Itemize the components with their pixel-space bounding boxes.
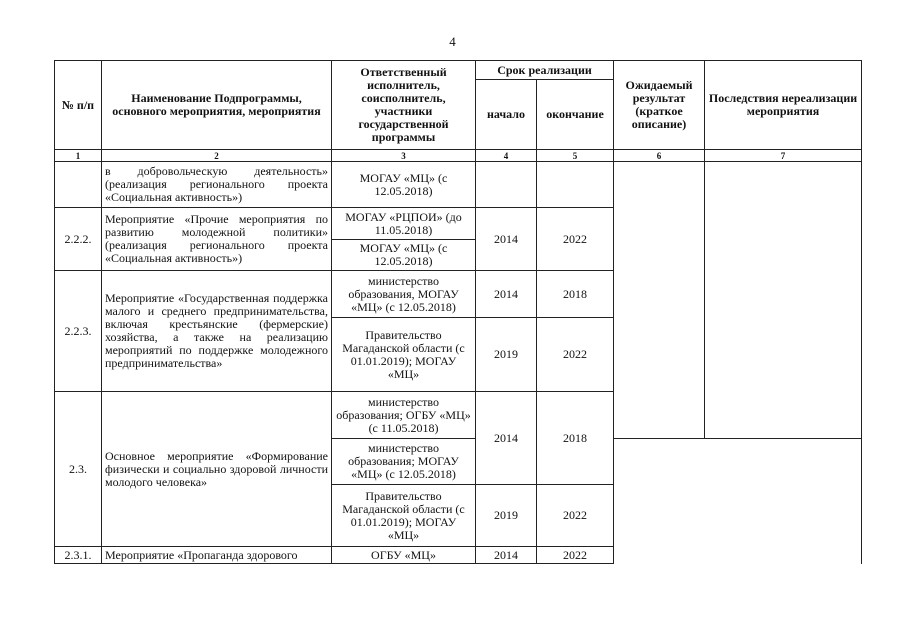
header-name: Наименование Подпрограммы, основного мероприятия, мероприятия bbox=[102, 61, 332, 150]
row-2-2-3-executor-a: министерство образования, МОГАУ «МЦ» (с 12.05.2018) bbox=[332, 271, 476, 318]
row-2-3-end-c: 2022 bbox=[537, 485, 614, 547]
row-2-2-3-start-a: 2014 bbox=[476, 271, 537, 318]
consequences-empty-block bbox=[705, 162, 862, 439]
row-2-3-start-c: 2019 bbox=[476, 485, 537, 547]
row-2-2-2-no: 2.2.2. bbox=[55, 208, 102, 271]
row-2-3-end-a: 2018 bbox=[537, 392, 614, 485]
header-no: № п/п bbox=[55, 61, 102, 150]
col-num-2: 2 bbox=[102, 150, 332, 162]
row-2-3-1-name: Мероприятие «Пропаганда здорового bbox=[102, 547, 332, 564]
row-2-2-3-end-a: 2018 bbox=[537, 271, 614, 318]
row-2-3-1-executor: ОГБУ «МЦ» bbox=[332, 547, 476, 564]
col-num-5: 5 bbox=[537, 150, 614, 162]
row-2-2-2-executor-a: МОГАУ «РЦПОИ» (до 11.05.2018) bbox=[332, 208, 476, 240]
header-result: Ожидаемый результат (краткое описание) bbox=[614, 61, 705, 150]
row-2-2-3-no: 2.2.3. bbox=[55, 271, 102, 392]
row-2-3-1-no: 2.3.1. bbox=[55, 547, 102, 564]
row-continued-executor: МОГАУ «МЦ» (с 12.05.2018) bbox=[332, 162, 476, 208]
row-2-3-name: Основное мероприятие «Формирование физически и социально здоровой личности молодого человека» bbox=[102, 392, 332, 547]
row-2-2-3-start-b: 2019 bbox=[476, 318, 537, 392]
header-consequences: Последствия нереализации мероприятия bbox=[705, 61, 862, 150]
row-2-2-2-start: 2014 bbox=[476, 208, 537, 271]
col-num-6: 6 bbox=[614, 150, 705, 162]
col-num-4: 4 bbox=[476, 150, 537, 162]
row-continued-start bbox=[476, 162, 537, 208]
row-2-3-1-start: 2014 bbox=[476, 547, 537, 564]
row-2-3-executor-a: министерство образования; ОГБУ «МЦ» (с 11.05.2018) bbox=[332, 392, 476, 439]
row-continued-no bbox=[55, 162, 102, 208]
row-2-2-2-executor-b: МОГАУ «МЦ» (с 12.05.2018) bbox=[332, 240, 476, 271]
page-number: 4 bbox=[449, 34, 456, 49]
result-empty-block bbox=[614, 162, 705, 439]
header-end: окончание bbox=[537, 80, 614, 150]
row-continued-name: в добровольческую деятельность» (реализация регионального проекта «Социальная активность») bbox=[102, 162, 332, 208]
row-2-2-3-executor-b: Правительство Магаданской области (с 01.01.2019); МОГАУ «МЦ» bbox=[332, 318, 476, 392]
row-2-2-3-name: Мероприятие «Государственная поддержка малого и среднего предпринимательства, включая крестьянские (фермерские) хозяйства, а также на реализацию мероприятий по поддержке молодежного предпринимательства» bbox=[102, 271, 332, 392]
row-continued-end bbox=[537, 162, 614, 208]
col-num-3: 3 bbox=[332, 150, 476, 162]
row-2-2-2-end: 2022 bbox=[537, 208, 614, 271]
row-2-2-2-name: Мероприятие «Прочие мероприятия по развитию молодежной политики» (реализация регионального проекта «Социальная активность») bbox=[102, 208, 332, 271]
program-table bbox=[54, 60, 862, 564]
row-2-3-1-end: 2022 bbox=[537, 547, 614, 564]
row-2-2-3-end-b: 2022 bbox=[537, 318, 614, 392]
header-period: Срок реализации bbox=[476, 61, 614, 80]
col-num-1: 1 bbox=[55, 150, 102, 162]
row-2-3-no: 2.3. bbox=[55, 392, 102, 547]
col-num-7: 7 bbox=[705, 150, 862, 162]
row-2-3-executor-c: Правительство Магаданской области (с 01.01.2019); МОГАУ «МЦ» bbox=[332, 485, 476, 547]
header-executor: Ответственный исполнитель, соисполнитель, участники государственной программы bbox=[332, 61, 476, 150]
row-2-3-start-a: 2014 bbox=[476, 392, 537, 485]
row-2-3-executor-b: министерство образования; МОГАУ «МЦ» (с 12.05.2018) bbox=[332, 439, 476, 485]
header-start: начало bbox=[476, 80, 537, 150]
